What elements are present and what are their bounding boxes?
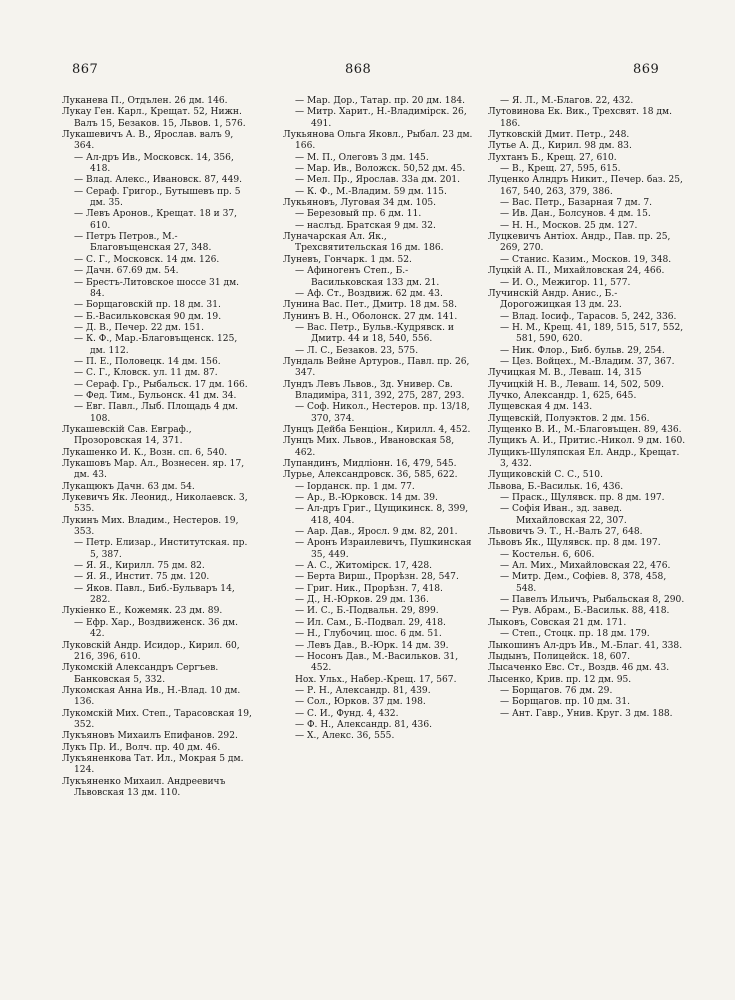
directory-entry: Львовичъ Э. Т., Н.-Валъ 27, 648. bbox=[488, 527, 643, 538]
directory-entry: Лукашенко И. К., Возн. сп. 6, 540. bbox=[62, 447, 228, 458]
directory-entry: — И. С., Б.-Подвальн. 29, 899. bbox=[295, 606, 439, 617]
directory-entry: — Р. Н., Александр. 81, 439. bbox=[295, 685, 431, 696]
directory-entry: — Костельн. 6, 606. bbox=[500, 549, 595, 560]
directory-entry: Лутье А. Д., Кирил. 98 дм. 83. bbox=[488, 141, 632, 152]
directory-entry: Лундъ Левъ Львов., Зд. Универ. Св. Владиміра, 311, 392, 275, 287, 293. bbox=[283, 379, 465, 401]
directory-entry: — Ив. Дан., Болсунов. 4 дм. 15. bbox=[500, 209, 651, 220]
directory-entry: Лукіенко Е., Кожемяк. 23 дм. 89. bbox=[62, 606, 223, 617]
directory-entry: — Б.-Васильковская 90 дм. 19. bbox=[74, 311, 222, 322]
directory-entry: — Влад. Алекс., Ивановск. 87, 449. bbox=[74, 175, 243, 186]
directory-entry: — Соф. Никол., Нестеров. пр. 13/18, 370, 374. bbox=[295, 402, 470, 424]
directory-entry: Лыдынъ, Полицейск. 18, 607. bbox=[488, 651, 630, 662]
directory-entry: Луцкевичъ Антіох. Андр., Пав. пр. 25, 269, 270. bbox=[488, 232, 671, 254]
directory-entry: Лукинъ Мих. Владим., Нестеров. 19, 353. bbox=[62, 515, 239, 538]
directory-entry: — Мел. Пр., Ярослав. 33а дм. 201. bbox=[295, 175, 461, 186]
directory-entry: Лукъ Пр. И., Волч. пр. 40 дм. 46. bbox=[62, 742, 221, 753]
directory-entry: — наслъд. Братская 9 дм. 32. bbox=[295, 220, 436, 231]
directory-entry: Нох. Ульх., Набер.-Крещ. 17, 567. bbox=[295, 674, 457, 685]
directory-entry: — Павелъ Ильичъ, Рыбальская 8, 290. bbox=[500, 595, 685, 606]
directory-column-1 bbox=[62, 96, 252, 799]
directory-entry: Лукьяновъ, Луговая 34 дм. 105. bbox=[283, 198, 437, 209]
directory-entry: — Іорданск. пр. 1 дм. 77. bbox=[295, 481, 415, 492]
directory-entry: — П. Е., Половецк. 14 дм. 156. bbox=[74, 356, 221, 367]
directory-entry: — Левъ Дав., В.-Юрк. 14 дм. 39. bbox=[295, 640, 449, 651]
directory-entry: Лукомскій Мих. Степ., Тарасовская 19, 352. bbox=[62, 708, 252, 730]
directory-entry: Лущенко В. И., М.-Благовъщен. 89, 436. bbox=[488, 424, 682, 435]
directory-column-2 bbox=[283, 96, 475, 743]
directory-entry: Лукъяновъ Михаилъ Епифанов. 292. bbox=[62, 731, 238, 742]
directory-entry: Лукъяненкова Тат. Ил., Мокрая 5 дм. 124. bbox=[62, 753, 244, 776]
directory-entry: — Носонъ Дав., М.-Васильков. 31, 452. bbox=[295, 651, 459, 674]
directory-entry: — Берта Вирш., Прорѣзн. 28, 547. bbox=[295, 572, 459, 583]
directory-entry: — Борщагов. 76 дм. 29. bbox=[500, 685, 613, 696]
directory-entry: Лунцъ Мих. Львов., Ивановская 58, 462. bbox=[283, 436, 455, 458]
directory-entry: — Софія Иван., зд. завед. Михайловская 22, 307. bbox=[500, 504, 627, 526]
directory-entry: — Березовый пр. 6 дм. 11. bbox=[295, 209, 422, 220]
directory-entry: — Н. Н., Москов. 25 дм. 127. bbox=[500, 220, 638, 231]
directory-entry: — Праск., Щулявск. пр. 8 дм. 197. bbox=[500, 493, 665, 504]
directory-entry: Лучко, Александр. 1, 625, 645. bbox=[488, 390, 637, 401]
directory-entry: — Петръ Петров., М.-Благовъщенская 27, 348. bbox=[74, 232, 212, 254]
directory-entry: — Ант. Гавр., Унив. Круг. 3 дм. 188. bbox=[500, 708, 673, 719]
directory-entry: — С. Г., Кловск. ул. 11 дм. 87. bbox=[74, 368, 218, 379]
directory-entry: — Митр. Харит., Н.-Владимірск. 26, 491. bbox=[295, 107, 467, 129]
directory-entry: — Мар. Ив., Воложск. 50,52 дм. 45. bbox=[295, 164, 466, 175]
directory-entry: Лукашовъ Мар. Ал., Вознесен. яр. 17, дм. 43. bbox=[62, 459, 245, 481]
directory-entry: — Л. С., Безаков. 23, 575. bbox=[295, 345, 419, 356]
directory-entry: — В., Крещ. 27, 595, 615. bbox=[500, 164, 621, 175]
directory-entry: Лущикъ А. И., Притис.-Никол. 9 дм. 160. bbox=[488, 436, 686, 447]
directory-entry: — Брестъ-Литовское шоссе 31 дм. 84. bbox=[74, 277, 240, 299]
directory-entry: — Аронъ Израилевичъ, Пушкинская 35, 449. bbox=[295, 538, 472, 560]
directory-entry: Лукъяненко Михаил. Андреевичъ Львовская 13 дм. 110. bbox=[62, 776, 226, 798]
directory-entry: — К. Ф., М.-Владим. 59 дм. 115. bbox=[295, 186, 447, 197]
directory-entry: Луценко Алндръ Никит., Печер. баз. 25, 167, 540, 263, 379, 386. bbox=[488, 175, 683, 197]
directory-entry: Луцкій А. П., Михайловская 24, 466. bbox=[488, 266, 665, 277]
directory-entry: Лутовинова Ек. Вик., Трехсвят. 18 дм. 186. bbox=[488, 107, 672, 129]
directory-entry: — Я. Л., М.-Благов. 22, 432. bbox=[500, 96, 634, 106]
directory-entry: — Степ., Стоцк. пр. 18 дм. 179. bbox=[500, 629, 650, 640]
directory-entry: — Борщаговскій пр. 18 дм. 31. bbox=[74, 300, 221, 311]
directory-entry: — Влад. Іосиф., Тарасов. 5, 242, 336. bbox=[500, 311, 677, 322]
directory-entry: Лущиковскій С. С., 510. bbox=[488, 470, 603, 481]
directory-entry: — Ефр. Хар., Воздвиженск. 36 дм. 42. bbox=[74, 617, 239, 640]
directory-entry: — Афиногенъ Степ., Б.-Васильковская 133 дм. 21. bbox=[295, 266, 440, 288]
directory-entry: Лукьянова Ольга Яковл., Рыбал. 23 дм. 166. bbox=[283, 130, 473, 152]
directory-entry: — С. Г., Московск. 14 дм. 126. bbox=[74, 254, 220, 265]
directory-entry: Лухтанъ Б., Крещ. 27, 610. bbox=[488, 152, 617, 163]
directory-entry: — Я. Я., Кирилл. 75 дм. 82. bbox=[74, 561, 205, 572]
directory-entry: — Дачн. 67.69 дм. 54. bbox=[74, 266, 179, 277]
directory-entry: Лукомскій Александръ Сергъев. Банковская 5, 332. bbox=[62, 663, 219, 685]
directory-entry: Лукащюкъ Дачн. 63 дм. 54. bbox=[62, 481, 195, 492]
directory-entry: — Цез. Войцех., М.-Владим. 37, 367. bbox=[500, 356, 675, 367]
directory-entry: Луневъ, Гончарк. 1 дм. 52. bbox=[283, 254, 412, 265]
directory-entry: — Евг. Павл., Лыб. Площадь 4 дм. 108. bbox=[74, 402, 239, 424]
directory-entry: Лущевская 4 дм. 143. bbox=[488, 402, 593, 413]
directory-entry: — Левъ Аронов., Крещат. 18 и 37, 610. bbox=[74, 209, 238, 231]
directory-entry: Лыковъ, Совская 21 дм. 171. bbox=[488, 617, 627, 628]
directory-entry: Лыкошинъ Ал-дръ Ив., М.-Благ. 41, 338. bbox=[488, 640, 683, 651]
directory-entry: — Я. Я., Инстит. 75 дм. 120. bbox=[74, 572, 210, 583]
directory-entry: — Сераф. Гр., Рыбальск. 17 дм. 166. bbox=[74, 379, 248, 390]
directory-entry: Лукау Ген. Карл., Крещат. 52, Нижн. Валъ 15, Безаков. 15, Львов. 1, 576. bbox=[62, 107, 246, 129]
directory-entry: — Яков. Павл., Биб.-Бульваръ 14, 282. bbox=[74, 583, 235, 606]
directory-entry: — Н. М., Крещ. 41, 189, 515, 517, 552, 581, 590, 620. bbox=[500, 322, 684, 345]
directory-entry: Лукашевичъ А. В., Ярослав. валъ 9, 364. bbox=[62, 130, 234, 152]
directory-entry: Лысаченко Евс. Ст., Воздв. 46 дм. 43. bbox=[488, 663, 670, 674]
directory-entry: Лупандинъ, Мидліонн. 16, 479, 545. bbox=[283, 459, 457, 469]
directory-entry: — Ал. Мих., Михайловская 22, 476. bbox=[500, 561, 671, 572]
directory-entry: Луканева П., Отдълен. 26 дм. 146. bbox=[62, 96, 228, 106]
directory-entry: Луковскій Андр. Исидор., Кирил. 60, 216, 396, 610. bbox=[62, 640, 240, 662]
directory-entry: Лучицкій Н. В., Леваш. 14, 502, 509. bbox=[488, 379, 664, 390]
directory-entry: Лунина Вас. Пет., Дмитр. 18 дм. 58. bbox=[283, 300, 457, 311]
page-number-middle: 868 bbox=[345, 62, 372, 77]
directory-entry: — Аар. Дав., Яросл. 9 дм. 82, 201. bbox=[295, 527, 458, 538]
directory-entry: Луначарская Ал. Як., Трехсвятительская 16 дм. 186. bbox=[283, 232, 444, 254]
directory-entry: Лущевскій, Полуэктов. 2 дм. 156. bbox=[488, 413, 650, 424]
directory-column-3 bbox=[488, 96, 688, 720]
directory-entry: Лучицкая М. В., Леваш. 14, 315 bbox=[488, 368, 642, 379]
directory-entry: — К. Ф., Мар.-Благовъщенск. 125, дм. 112. bbox=[74, 334, 238, 356]
directory-entry: Лутковскій Дмит. Петр., 248. bbox=[488, 130, 630, 141]
directory-entry: — Ал-дръ Григ., Цущикинск. 8, 399, 418, 404. bbox=[295, 504, 469, 526]
directory-entry: — Д. В., Печер. 22 дм. 151. bbox=[74, 322, 204, 333]
directory-entry: — Рув. Абрам., Б.-Васильк. 88, 418. bbox=[500, 606, 670, 617]
directory-entry: — Д., Н.-Юрков. 29 дм. 136. bbox=[295, 595, 429, 606]
directory-entry: — Ник. Флор., Биб. бульв. 29, 254. bbox=[500, 345, 665, 356]
directory-entry: — Фед. Тим., Бульонск. 41 дм. 34. bbox=[74, 390, 237, 401]
directory-entry: Лунцъ Дейба Бенціон., Кирилл. 4, 452. bbox=[283, 424, 471, 435]
directory-entry: — Ил. Сам., Б.-Подвал. 29, 418. bbox=[295, 617, 446, 628]
directory-entry: — Григ. Ник., Прорѣзн. 7, 418. bbox=[295, 583, 443, 594]
page-number-right: 869 bbox=[633, 62, 660, 77]
directory-entry: Лукашевскій Сав. Евграф., Прозоровская 14, 371. bbox=[62, 424, 192, 447]
directory-entry: Львовъ Як., Щулявск. пр. 8 дм. 197. bbox=[488, 538, 661, 549]
directory-entry: Львова, Б.-Васильк. 16, 436. bbox=[488, 481, 624, 492]
directory-entry: Лущикъ-Шуляпская Ел. Андр., Крещат. 3, 432. bbox=[488, 447, 680, 469]
directory-entry: — Вас. Петр., Базарная 7 дм. 7. bbox=[500, 198, 653, 209]
directory-entry: — Н., Глубочиц. шос. 6 дм. 51. bbox=[295, 629, 442, 640]
directory-entry: — Вас. Петр., Бульв.-Кудрявск. и Дмитр. 44 и 18, 540, 556. bbox=[295, 322, 454, 345]
directory-entry: — Сол., Юрков. 37 дм. 198. bbox=[295, 697, 426, 708]
directory-entry: — Мар. Дор., Татар. пр. 20 дм. 184. bbox=[295, 96, 466, 106]
directory-entry: — Аф. Ст., Воздвиж. 62 дм. 43. bbox=[295, 288, 443, 299]
directory-entry: — М. П., Олеговъ 3 дм. 145. bbox=[295, 152, 429, 163]
directory-entry: — Митр. Дем., Софіев. 8, 378, 458, 548. bbox=[500, 572, 667, 594]
directory-entry: — Ар., В.-Юрковск. 14 дм. 39. bbox=[295, 493, 438, 504]
directory-entry: Лукомская Анна Ив., Н.-Влад. 10 дм. 136. bbox=[62, 685, 241, 708]
directory-entry: Лурье, Александровск. 36, 585, 622. bbox=[283, 470, 458, 481]
directory-entry: — С. И., Фунд. 4, 432. bbox=[295, 708, 399, 719]
directory-entry: Лучинскій Андр. Анис., Б.-Дорогожицкая 13 дм. 23. bbox=[488, 288, 622, 311]
directory-entry: — Станис. Казим., Москов. 19, 348. bbox=[500, 254, 672, 265]
directory-entry: — Сераф. Григор., Бутышевъ пр. 5 дм. 35. bbox=[74, 186, 241, 209]
directory-entry: Лысенко, Крив. пр. 12 дм. 95. bbox=[488, 674, 632, 685]
directory-entry: — Х., Алекс. 36, 555. bbox=[295, 731, 395, 742]
directory-entry: — И. О., Межигор. 11, 577. bbox=[500, 277, 631, 288]
directory-entry: — Борщагов. пр. 10 дм. 31. bbox=[500, 697, 631, 708]
directory-entry: Лукевичъ Як. Леонид., Николаевск. 3, 535. bbox=[62, 493, 248, 515]
directory-entry: — Ал-дръ Ив., Московск. 14, 356, 418. bbox=[74, 152, 234, 175]
directory-entry: — Петр. Елизар., Институтская. пр. 5, 387. bbox=[74, 538, 248, 560]
directory-entry: — А. С., Житомірск. 17, 428. bbox=[295, 561, 433, 572]
directory-entry: Лунинъ В. Н., Оболонск. 27 дм. 141. bbox=[283, 311, 458, 322]
page-number-left: 867 bbox=[72, 62, 99, 77]
directory-entry: — Ф. Н., Александр. 81, 436. bbox=[295, 719, 433, 730]
directory-entry: Лундаль Вейне Артуров., Павл. пр. 26, 347. bbox=[283, 356, 470, 379]
